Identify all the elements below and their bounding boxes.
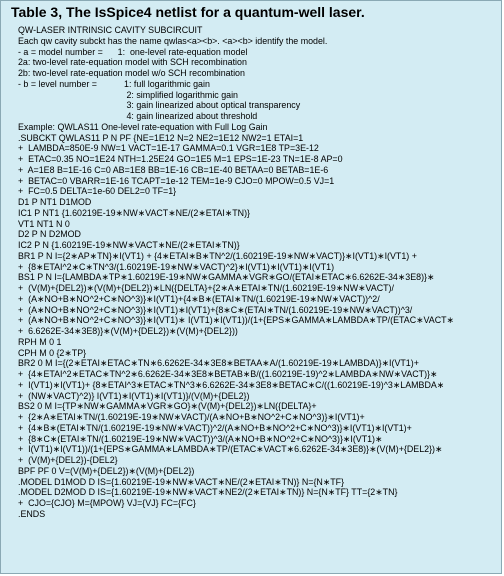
netlist-line: + (A∗NO+B∗NO^2+C∗NO^3)}∗I(VT1)∗I(VT1)+{8∗C∗(ETAI∗TN/(1.60219E-19∗NW∗VACT))^3/ <box>18 304 413 315</box>
netlist-line: + CJO={CJO} M={MPOW} VJ={VJ} FC={FC} <box>18 498 196 508</box>
netlist-line: BS2 0 M I={TP∗NW∗GAMMA∗VGR∗GO}∗(V(M)+{DEL2})∗LN({DELTA}+ <box>18 401 317 412</box>
netlist-line: + (A∗NO+B∗NO^2+C∗NO^3)}∗I(VT1)+{4∗B∗(ETAI∗TN/(1.60219E-19∗NW∗VACT))^2/ <box>18 293 380 304</box>
netlist-line: + I(VT1)∗I(VT1))/(1+{EPS∗GAMMA∗LAMBDA∗TP/(ETAC∗VACT∗6.6262E-34∗3E8)}∗(V(M)+{DEL2})∗ <box>18 444 443 455</box>
netlist-line: Example: QWLAS11 One-level rate-equation with Full Log Gain <box>18 121 268 132</box>
netlist-line: + (A∗NO+B∗NO^2+C∗NO^3)}∗I(VT1)∗ I(VT1)∗I(VT1))/(1+{EPS∗GAMMA∗LAMBDA∗TP/(ETAC∗VACT∗ <box>18 315 454 326</box>
netlist-line: RPH M 0 1 <box>18 336 62 347</box>
netlist-line: .SUBCKT QWLAS11 P N PF {NE=1E12 N=2 NE2=1E12 NW2=1 ETAI=1 <box>18 132 304 143</box>
netlist-line: + {8∗ETAI^2∗C∗TN^3/(1.60219E-19∗NW∗VACT)^2}∗I(VT1)∗I(VT1)∗I(VT1) <box>18 261 335 272</box>
netlist-line: CPH M 0 {2∗TP} <box>18 347 87 358</box>
netlist-line: - b = level number = 1: full logarithmic gain <box>18 78 210 89</box>
netlist-line: .MODEL D2MOD D IS={1.60219E-19∗NW∗VACT∗NE2/(2∗ETAI∗TN)} N={N∗TF} TT={2∗TN} <box>18 487 398 498</box>
netlist-line: + FC=0.5 DELTA=1e-60 DEL2=0 TF=1} <box>18 186 177 197</box>
table-title: Table 3, The IsSpice4 netlist for a quantum-well laser. <box>11 4 365 20</box>
netlist-line: 2b: two-level rate-equation model w/o SCH recombination <box>18 68 245 78</box>
netlist-line: + {8∗C∗(ETAI∗TN/(1.60219E-19∗NW∗VACT))^3/(A∗NO+B∗NO^2+C∗NO^3)}∗I(VT1)∗ <box>18 433 383 444</box>
netlist-line: 4: gain linearized about threshold <box>18 111 258 121</box>
netlist-line: Each qw cavity subckt has the name qwlas<a><b>. <a><b> identify the model. <box>18 35 328 46</box>
netlist-line: + (V(M)+{DEL2})-{DEL2} <box>18 455 118 465</box>
netlist-line: IC1 P NT1 {1.60219E-19∗NW∗VACT∗NE/(2∗ETAI∗TN)} <box>18 207 251 218</box>
netlist-line: .MODEL D1MOD D IS={1.60219E-19∗NW∗VACT∗NE/(2∗ETAI∗TN)} N={N∗TF} <box>18 476 345 487</box>
netlist-line: QW-LASER INTRINSIC CAVITY SUBCIRCUIT <box>18 25 203 35</box>
netlist-line: D2 P N D2MOD <box>18 229 81 240</box>
netlist-line: 2: simplified logarithmic gain <box>18 89 238 100</box>
netlist-line: D1 P NT1 D1MOD <box>18 197 92 207</box>
netlist-line: - a = model number = 1: one-level rate-equation model <box>18 46 248 57</box>
netlist-line: + (V(M)+{DEL2})∗(V(M)+{DEL2})∗LN({DELTA}+{2∗A∗ETAI∗TN/(1.60219E-19∗NW∗VACT)/ <box>18 283 394 293</box>
netlist-line: 3: gain linearized about optical transparency <box>18 100 301 111</box>
netlist-line: IC2 P N {1.60219E-19∗NW∗VACT∗NE/(2∗ETAI∗TN)} <box>18 240 240 250</box>
netlist-line: .ENDS <box>18 508 46 519</box>
netlist-line: 2a: two-level rate-equation model with SCH recombination <box>18 57 247 68</box>
netlist-line: VT1 NT1 N 0 <box>18 218 70 229</box>
netlist-line: BR2 0 M I={(2∗ETAI∗ETAC∗TN∗6.6262E-34∗3E8∗BETAA∗A/(1.60219E-19∗LAMBDA)}∗I(VT1)+ <box>18 358 419 369</box>
netlist-line: BPF PF 0 V=(V(M)+{DEL2})∗(V(M)+{DEL2}) <box>18 465 195 476</box>
netlist-line: + 6.6262E-34∗3E8)}∗(V(M)+{DEL2})∗(V(M)+{DEL2})) <box>18 326 238 336</box>
netlist-line: + ETAC=0.35 NO=1E24 NTH=1.25E24 GO=1E5 M=1 EPS=1E-23 TN=1E-8 AP=0 <box>18 154 343 164</box>
netlist-line: + I(VT1)∗I(VT1)+ {8∗ETAI^3∗ETAC∗TN^3∗6.6262E-34∗3E8∗BETAC∗C/((1.60219E-19)^3∗LAMBDA∗ <box>18 379 445 390</box>
netlist-line: + LAMBDA=850E-9 NW=1 VACT=1E-17 GAMMA=0.1 VGR=1E8 TP=3E-12 <box>18 143 319 154</box>
netlist-line: + (NW∗VACT)^2)} I(VT1)∗I(VT1)∗I(VT1)}/(V(M)+{DEL2}) <box>18 390 250 401</box>
netlist-line: BR1 P N I={2∗AP∗TN}∗I(VT1) + {4∗ETAI∗B∗TN^2/(1.60219E-19∗NW∗VACT)}∗I(VT1)∗I(VT1) + <box>18 250 417 261</box>
netlist-line: + BETAC=0 VBARR=1E-16 TCAPT=1e-12 TEM=1e-9 CJO=0 MPOW=0.5 VJ=1 <box>18 175 335 186</box>
netlist-line: + {4∗B∗(ETAI∗TN/(1.60219E-19∗NW∗VACT))^2/(A∗NO+B∗NO^2+C∗NO^3)}∗I(VT1)∗I(VT1)+ <box>18 422 412 433</box>
netlist-body <box>18 25 498 520</box>
netlist-line: + A=1E8 B=1E-16 C=0 AB=1E8 BB=1E-16 CB=1E-40 BETAA=0 BETAB=1E-6 <box>18 164 329 175</box>
netlist-line: + {4∗ETAI^2∗ETAC∗TN^2∗6.6262E-34∗3E8∗BETAB∗B/((1.60219E-19)^2∗LAMBDA∗NW∗VACT)}∗ <box>18 369 438 379</box>
netlist-line: BS1 P N I={LAMBDA∗TP∗1.60219E-19∗NW∗GAMMA∗VGR∗GO/(ETAI∗ETAC∗6.6262E-34∗3E8)}∗ <box>18 272 435 283</box>
netlist-line: + {2∗A∗ETAI∗TN/(1.60219E-19∗NW∗VACT)/(A∗NO+B∗NO^2+C∗NO^3)}∗I(VT1)+ <box>18 412 365 422</box>
